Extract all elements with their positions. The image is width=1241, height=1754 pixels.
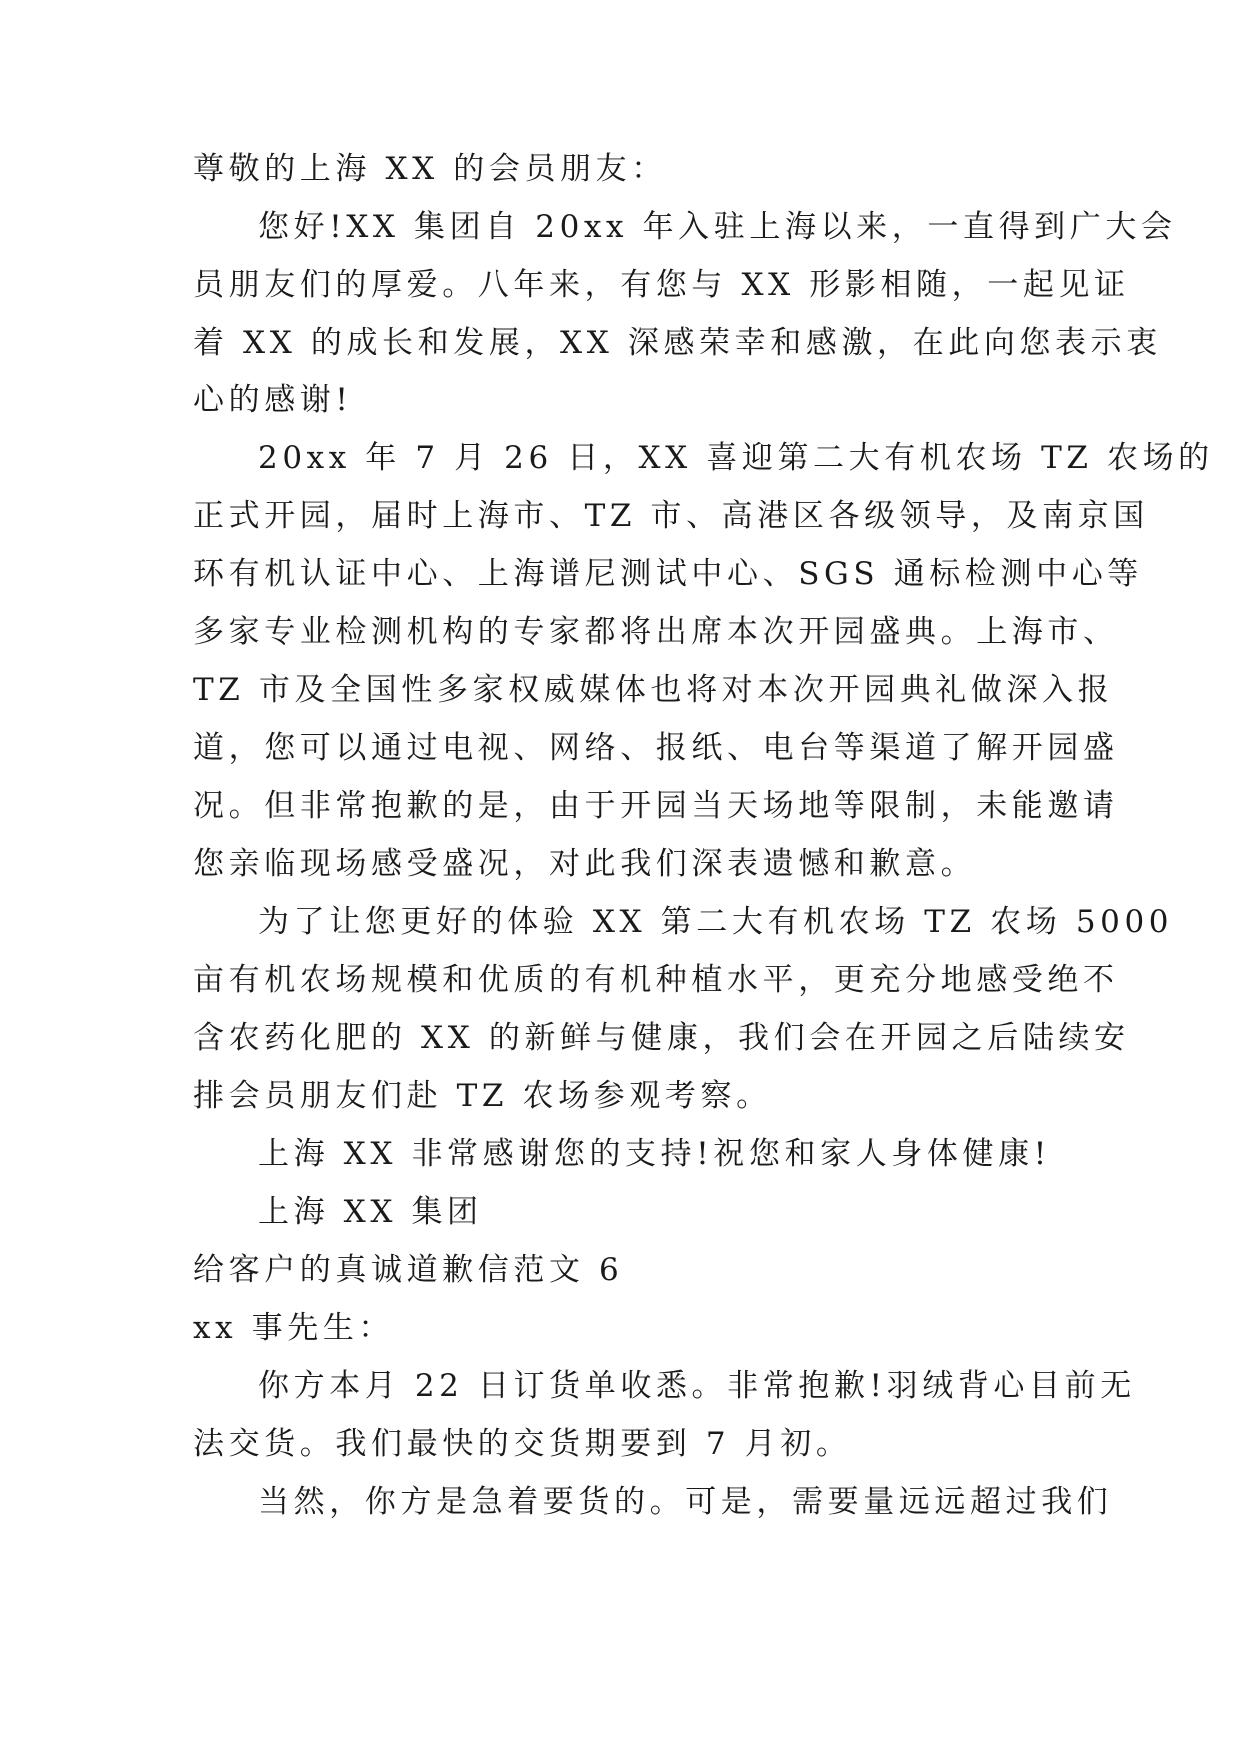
section-heading: 给客户的真诚道歉信范文 6 (193, 1252, 624, 1288)
paragraph-line: 亩有机农场规模和优质的有机种植水平，更充分地感受绝不 (193, 962, 1119, 998)
signature-line: 上海 XX 集团 (258, 1194, 483, 1230)
paragraph-line: 员朋友们的厚爱。八年来，有您与 XX 形影相随，一起见证 (193, 267, 1130, 303)
paragraph-line: 当然，你方是急着要货的。可是，需要量远远超过我们 (258, 1484, 1113, 1520)
paragraph-line: 您好!XX 集团自 20xx 年入驻上海以来，一直得到广大会 (258, 209, 1177, 245)
paragraph-line: 环有机认证中心、上海谱尼测试中心、SGS 通标检测中心等 (193, 556, 1143, 592)
paragraph-line: 心的感谢! (193, 382, 353, 418)
paragraph-line: 法交货。我们最快的交货期要到 7 月初。 (193, 1426, 852, 1462)
paragraph-line: 道，您可以通过电视、网络、报纸、电台等渠道了解开园盛 (193, 730, 1119, 766)
paragraph-line: 排会员朋友们赴 TZ 农场参观考察。 (193, 1078, 772, 1114)
paragraph-line: 多家专业检测机构的专家都将出席本次开园盛典。上海市、 (193, 614, 1119, 650)
paragraph-line: 你方本月 22 日订货单收悉。非常抱歉!羽绒背心目前无 (258, 1368, 1136, 1404)
closing-line: 上海 XX 非常感谢您的支持!祝您和家人身体健康! (258, 1136, 1051, 1172)
salutation: xx 事先生： (193, 1310, 395, 1346)
paragraph-line: 为了让您更好的体验 XX 第二大有机农场 TZ 农场 5000 (258, 904, 1174, 940)
paragraph-line: TZ 市及全国性多家权威媒体也将对本次开园典礼做深入报 (193, 672, 1114, 708)
paragraph-line: 况。但非常抱歉的是，由于开园当天场地等限制，未能邀请 (193, 788, 1119, 824)
paragraph-line: 着 XX 的成长和发展，XX 深感荣幸和感激，在此向您表示衷 (193, 325, 1162, 361)
paragraph-line: 20xx 年 7 月 26 日，XX 喜迎第二大有机农场 TZ 农场的 (258, 440, 1214, 476)
paragraph-line: 含农药化肥的 XX 的新鲜与健康，我们会在开园之后陆续安 (193, 1020, 1130, 1056)
paragraph-line: 您亲临现场感受盛况，对此我们深表遗憾和歉意。 (193, 846, 977, 882)
paragraph-line: 正式开园，届时上海市、TZ 市、高港区各级领导，及南京国 (193, 498, 1149, 534)
salutation: 尊敬的上海 XX 的会员朋友： (193, 151, 667, 187)
